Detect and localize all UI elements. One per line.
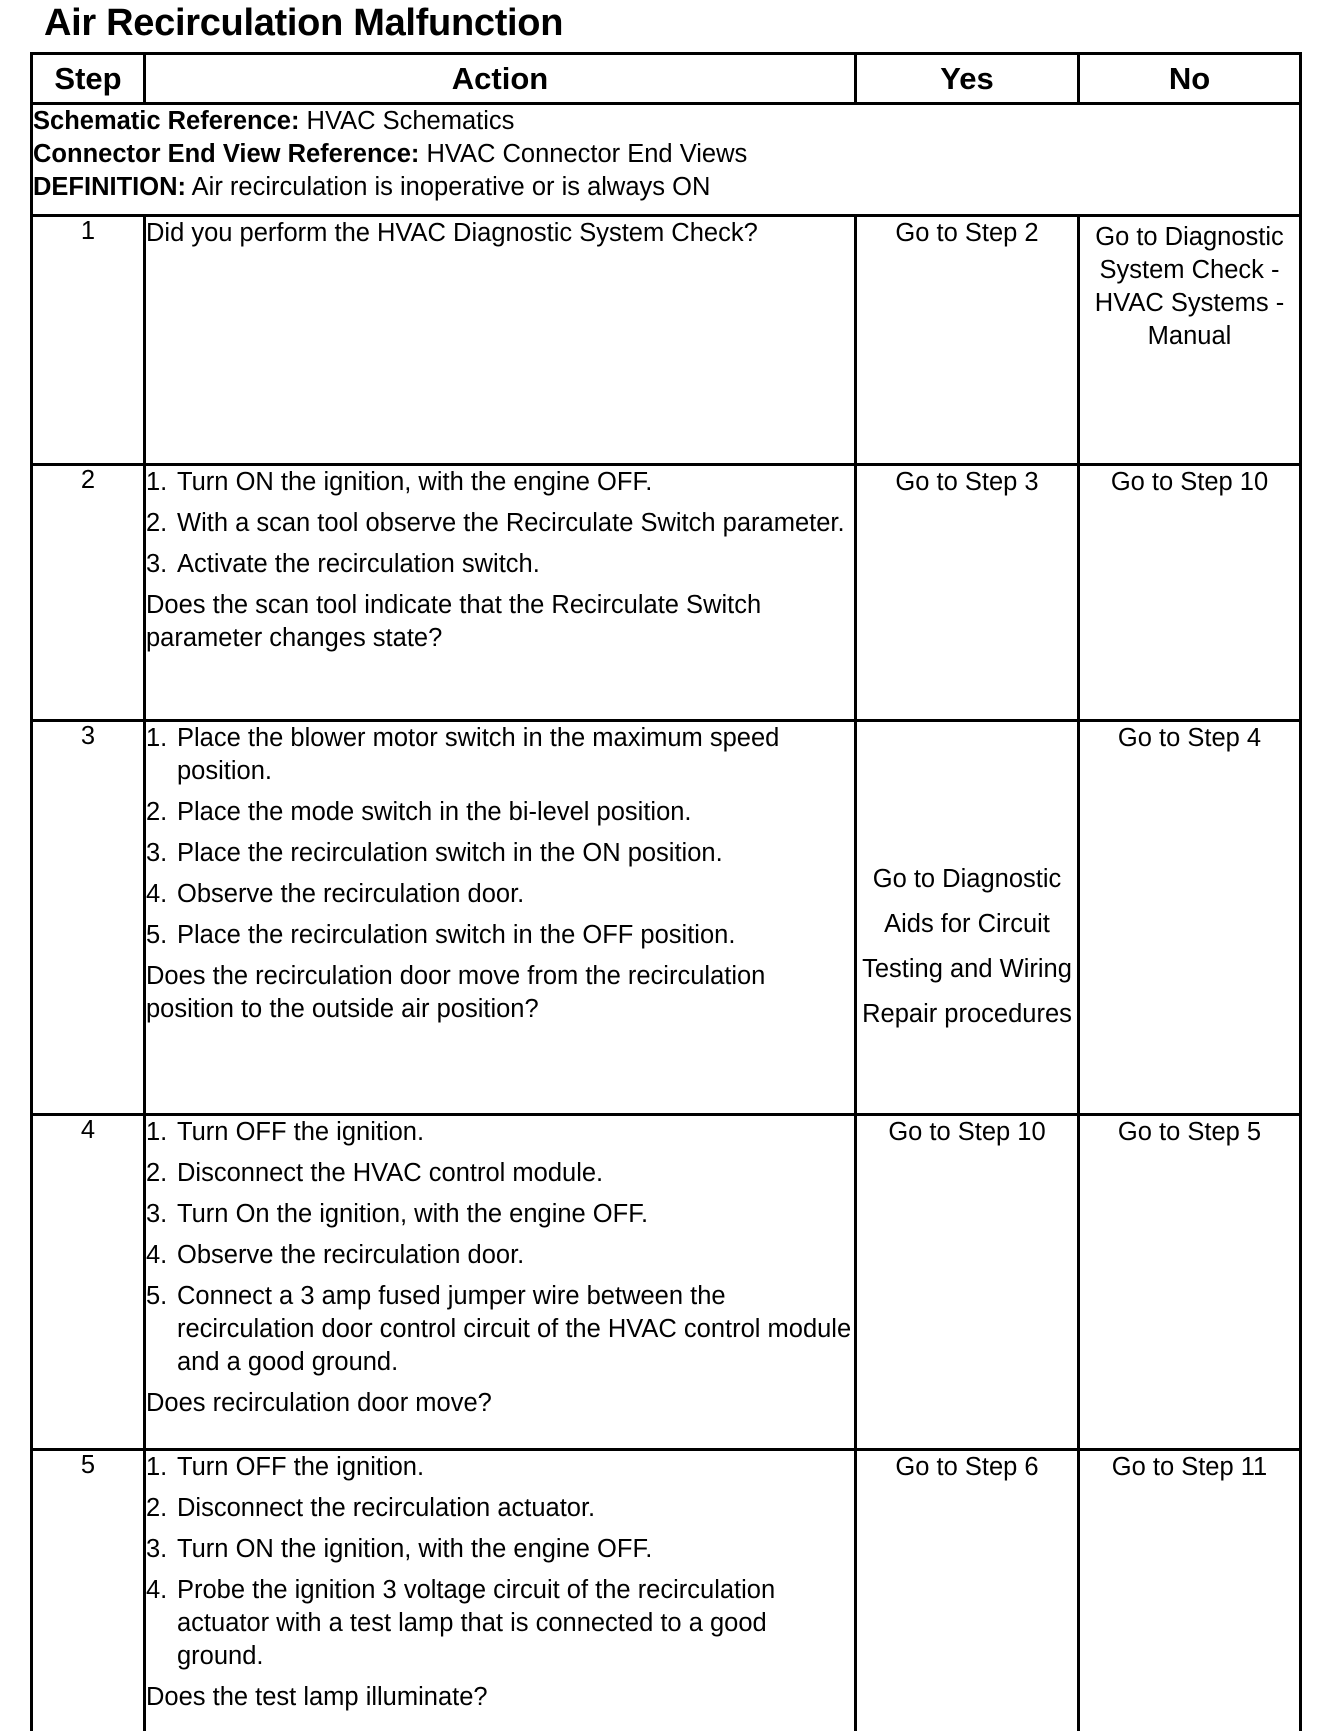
action-item bbox=[146, 837, 854, 870]
action-item bbox=[146, 1492, 854, 1525]
schematic-reference-label: Schematic Reference: bbox=[33, 107, 299, 135]
action-item-text: Place the blower motor switch in the maximum speed position. bbox=[177, 722, 854, 788]
header-step: Step bbox=[32, 54, 145, 104]
step-question: Did you perform the HVAC Diagnostic System Check? bbox=[146, 217, 854, 250]
step-question: Does the scan tool indicate that the Recirculate Switch parameter changes state? bbox=[146, 589, 854, 655]
action-item bbox=[146, 507, 854, 540]
step-row-2 bbox=[32, 465, 1301, 721]
action-item bbox=[146, 878, 854, 911]
yes-result: Go to Step 10 bbox=[856, 1115, 1079, 1450]
action-item bbox=[146, 1451, 854, 1484]
action-item-text: Place the mode switch in the bi-level position. bbox=[177, 796, 854, 829]
action-item-number: 3. bbox=[146, 1198, 177, 1231]
connector-reference bbox=[33, 138, 1299, 171]
action-item-number: 1. bbox=[146, 1116, 177, 1149]
definition-label: DEFINITION: bbox=[33, 173, 186, 201]
no-result: Go to Step 10 bbox=[1079, 465, 1301, 721]
schematic-reference bbox=[33, 105, 1299, 138]
header-no: No bbox=[1079, 54, 1301, 104]
action-item bbox=[146, 466, 854, 499]
action-item-number: 2. bbox=[146, 796, 177, 829]
yes-result: Go to Step 2 bbox=[856, 216, 1079, 465]
action-item-number: 3. bbox=[146, 548, 177, 581]
action-item-number: 3. bbox=[146, 1533, 177, 1566]
no-result: Go to Diagnostic System Check - HVAC Systems - Manual bbox=[1079, 216, 1301, 465]
action-item-text: Disconnect the HVAC control module. bbox=[177, 1157, 854, 1190]
diagnostic-table bbox=[30, 52, 1302, 1731]
action-item-number: 5. bbox=[146, 919, 177, 952]
action-item bbox=[146, 1239, 854, 1272]
action-item-text: Turn OFF the ignition. bbox=[177, 1451, 854, 1484]
action-item-number: 5. bbox=[146, 1280, 177, 1379]
action-item bbox=[146, 1533, 854, 1566]
action-item-text: Disconnect the recirculation actuator. bbox=[177, 1492, 854, 1525]
action-item-number: 4. bbox=[146, 878, 177, 911]
no-result: Go to Step 4 bbox=[1079, 721, 1301, 1115]
action-item bbox=[146, 796, 854, 829]
action-cell bbox=[145, 1115, 856, 1450]
action-item bbox=[146, 1157, 854, 1190]
action-item-text: Turn ON the ignition, with the engine OFF. bbox=[177, 466, 854, 499]
definition bbox=[33, 171, 1299, 204]
action-item-number: 2. bbox=[146, 1157, 177, 1190]
action-cell bbox=[145, 465, 856, 721]
step-number: 2 bbox=[32, 465, 145, 721]
action-item-text: Connect a 3 amp fused jumper wire between the recirculation door control circuit of the HVAC control module and a good ground. bbox=[177, 1280, 854, 1379]
action-cell bbox=[145, 216, 856, 465]
action-item-text: Observe the recirculation door. bbox=[177, 878, 854, 911]
action-item-number: 1. bbox=[146, 1451, 177, 1484]
yes-result: Go to Step 3 bbox=[856, 465, 1079, 721]
action-item bbox=[146, 722, 854, 788]
header-yes: Yes bbox=[856, 54, 1079, 104]
yes-result: Go to Diagnostic Aids for Circuit Testing and Wiring Repair procedures bbox=[856, 721, 1079, 1115]
action-item-number: 4. bbox=[146, 1574, 177, 1673]
action-item bbox=[146, 919, 854, 952]
page-title: Air Recirculation Malfunction bbox=[44, 2, 563, 45]
step-number: 3 bbox=[32, 721, 145, 1115]
references-cell bbox=[32, 104, 1301, 216]
action-item-number: 2. bbox=[146, 1492, 177, 1525]
step-row-5 bbox=[32, 1450, 1301, 1731]
step-row-3 bbox=[32, 721, 1301, 1115]
action-item bbox=[146, 1280, 854, 1379]
action-cell bbox=[145, 721, 856, 1115]
connector-reference-value: HVAC Connector End Views bbox=[419, 140, 747, 168]
action-cell bbox=[145, 1450, 856, 1731]
step-number: 4 bbox=[32, 1115, 145, 1450]
action-item bbox=[146, 1574, 854, 1673]
action-item-number: 2. bbox=[146, 507, 177, 540]
yes-result: Go to Step 6 bbox=[856, 1450, 1079, 1731]
action-item-text: Turn ON the ignition, with the engine OFF. bbox=[177, 1533, 854, 1566]
schematic-reference-value: HVAC Schematics bbox=[299, 107, 514, 135]
no-result: Go to Step 5 bbox=[1079, 1115, 1301, 1450]
table-header-row bbox=[32, 54, 1301, 104]
step-question: Does the recirculation door move from the recirculation position to the outside air position? bbox=[146, 960, 854, 1026]
step-number: 5 bbox=[32, 1450, 145, 1731]
action-item-text: Observe the recirculation door. bbox=[177, 1239, 854, 1272]
action-item-text: Place the recirculation switch in the ON position. bbox=[177, 837, 854, 870]
action-item-number: 3. bbox=[146, 837, 177, 870]
connector-reference-label: Connector End View Reference: bbox=[33, 140, 419, 168]
action-item-text: Place the recirculation switch in the OFF position. bbox=[177, 919, 854, 952]
action-item bbox=[146, 1198, 854, 1231]
step-row-1 bbox=[32, 216, 1301, 465]
step-question: Does recirculation door move? bbox=[146, 1387, 854, 1420]
action-item-text: With a scan tool observe the Recirculate Switch parameter. bbox=[177, 507, 854, 540]
action-item bbox=[146, 548, 854, 581]
no-result: Go to Step 11 bbox=[1079, 1450, 1301, 1731]
header-action: Action bbox=[145, 54, 856, 104]
action-item-text: Turn OFF the ignition. bbox=[177, 1116, 854, 1149]
step-row-4 bbox=[32, 1115, 1301, 1450]
action-item bbox=[146, 1116, 854, 1149]
action-item-text: Probe the ignition 3 voltage circuit of the recirculation actuator with a test lamp that is connected to a good ground. bbox=[177, 1574, 854, 1673]
action-item-number: 1. bbox=[146, 466, 177, 499]
action-item-number: 1. bbox=[146, 722, 177, 788]
references-row bbox=[32, 104, 1301, 216]
action-item-text: Turn On the ignition, with the engine OFF. bbox=[177, 1198, 854, 1231]
action-item-text: Activate the recirculation switch. bbox=[177, 548, 854, 581]
step-question: Does the test lamp illuminate? bbox=[146, 1681, 854, 1714]
step-number: 1 bbox=[32, 216, 145, 465]
definition-value: Air recirculation is inoperative or is always ON bbox=[186, 173, 710, 201]
action-item-number: 4. bbox=[146, 1239, 177, 1272]
